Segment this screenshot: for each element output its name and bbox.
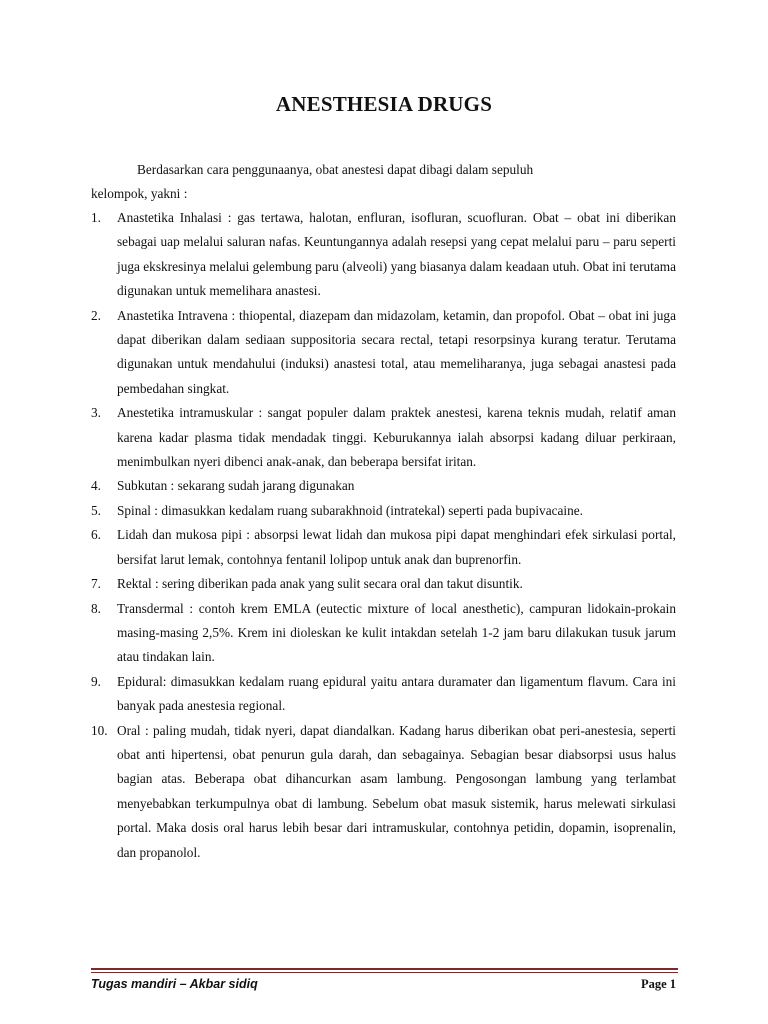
list-item-number: 3. — [91, 405, 101, 421]
list-item-number: 2. — [91, 307, 101, 323]
list-item-text: Transdermal : contoh krem EMLA (eutectic mixture of local anesthetic), campuran lidokain-prokain masing-masing 2,5%. Krem ini dioleskan ke kulit intakdan setelah 1-2 jam baru dilakukan tusuk jarum atau tindakan lain. — [117, 600, 676, 665]
list-item-number: 7. — [91, 576, 101, 592]
list-item-text: Spinal : dimasukkan kedalam ruang subarakhnoid (intratekal) seperti pada bupivacaine. — [117, 502, 583, 518]
list-item-number: 9. — [91, 673, 101, 689]
list-item — [91, 597, 676, 670]
list-item-number: 4. — [91, 478, 101, 494]
list-item-text: Anastetika Intravena : thiopental, diazepam dan midazolam, ketamin, dan propofol. Obat – obat ini juga dapat diberikan dalam sediaan suppositoria secara rectal, tetapi resorpsinya kurang teratur. Terutama digunakan untuk mendahului (induksi) anastesi total, atau memeliharanya, juga sebagai anastesi pada pembedahan singkat. — [117, 307, 676, 396]
intro-paragraph — [91, 158, 676, 206]
list-item-text: Rektal : sering diberikan pada anak yang sulit secara oral dan takut disuntik. — [117, 576, 523, 592]
footer-author: Tugas mandiri – Akbar sidiq — [91, 977, 258, 991]
list-item — [91, 719, 676, 865]
list-item-text: Anastetika Inhalasi : gas tertawa, halotan, enfluran, isofluran, scuofluran. Obat – obat ini diberikan sebagai uap melalui saluran nafas. Keuntungannya adalah resepsi yang cepat melalui paru – paru seperti juga ekskresinya melalui gelembung paru (alveoli) yang biasanya dalam keadaan utuh. Obat ini terutama digunakan untuk memelihara anastesi. — [117, 210, 676, 299]
list-item-number: 8. — [91, 600, 101, 616]
list-item — [91, 474, 676, 498]
list-item-text: Epidural: dimasukkan kedalam ruang epidural yaitu antara duramater dan ligamentum flavum. Cara ini banyak pada anestesia regional. — [117, 673, 676, 714]
list-item-text: Lidah dan mukosa pipi : absorpsi lewat lidah dan mukosa pipi dapat menghindari efek sirkulasi portal, bersifat larut lemak, contohnya fentanil lolipop untuk anak dan buprenorfin. — [117, 527, 676, 567]
list-item — [91, 304, 676, 402]
list-item-number: 1. — [91, 210, 101, 225]
list-item-text: Subkutan : sekarang sudah jarang digunakan — [117, 478, 355, 494]
intro-line-1: Berdasarkan cara penggunaanya, obat anestesi dapat dibagi dalam sepuluh — [137, 162, 534, 177]
list-item-number: 6. — [91, 527, 101, 543]
list-item — [91, 572, 676, 596]
list-item — [91, 523, 676, 572]
footer-page-number: Page 1 — [640, 977, 676, 991]
list-item-number: 5. — [91, 502, 101, 518]
document-title: ANESTHESIA DRUGS — [275, 92, 493, 116]
list-item-text: Anestetika intramuskular : sangat populer dalam praktek anestesi, karena teknis mudah, relatif aman karena kadar plasma tidak mendadak tinggi. Keburukannya ialah absorpsi kadang diluar perkiraan, menimbulkan nyeri dibenci anak-anak, dan beberapa bersifat iritan. — [117, 405, 676, 470]
list-item-text: Oral : paling mudah, tidak nyeri, dapat diandalkan. Kadang harus diberikan obat peri-anestesia, seperti obat anti hipertensi, obat penurun gula darah, dan sebagainya. Sebagian besar diabsorpsi usus halus bagian atas. Beberapa obat dihancurkan asam lambung. Pengosongan lambung yang terlambat menyebabkan terkumpulnya obat di lambung. Sebelum obat masuk sistemik, harus melewati sirkulasi portal. Maka dosis oral harus lebih besar dari intramuskular, contohnya petidin, dopamin, isoprenalin, dan propanolol. — [117, 722, 676, 860]
footer-rule-thick — [91, 968, 678, 970]
list-item — [91, 670, 676, 719]
list-item — [91, 206, 676, 304]
drug-group-list — [91, 206, 676, 865]
list-item — [91, 401, 676, 474]
footer-rule-thin — [91, 972, 678, 973]
list-item — [91, 499, 676, 523]
list-item-number: 10. — [91, 722, 108, 738]
intro-line-2: kelompok, yakni : — [91, 186, 188, 201]
